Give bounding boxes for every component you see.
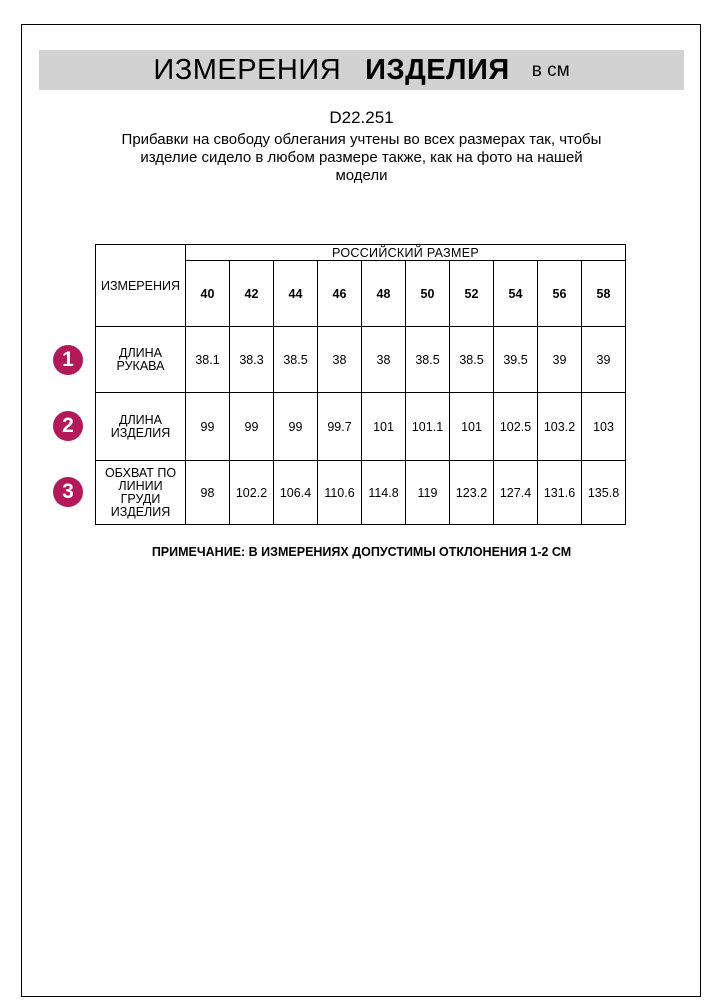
table-cell: 99 xyxy=(274,393,318,461)
table-cell: 101 xyxy=(450,393,494,461)
size-header: 46 xyxy=(318,261,362,327)
row-label-line: РУКАВА xyxy=(116,358,165,373)
row-number-badge: 3 xyxy=(53,477,83,507)
size-header: 40 xyxy=(186,261,230,327)
row-label-line: ИЗДЕЛИЯ xyxy=(110,504,171,519)
table-cell: 38.5 xyxy=(274,327,318,393)
tolerance-note: ПРИМЕЧАНИЕ: В ИЗМЕРЕНИЯХ ДОПУСТИМЫ ОТКЛОНЕНИЯ 1-2 СМ xyxy=(151,545,572,559)
table-cell: 102.2 xyxy=(230,461,274,525)
row-number-badge: 2 xyxy=(53,411,83,441)
article-code: D22.251 xyxy=(329,108,394,127)
fit-description xyxy=(100,131,623,185)
table-cell: 38.5 xyxy=(406,327,450,393)
table-cell: 102.5 xyxy=(494,393,538,461)
table-cell: 38 xyxy=(362,327,406,393)
table-cell: 98 xyxy=(186,461,230,525)
table-cell: 103.2 xyxy=(538,393,582,461)
table-cell: 99 xyxy=(186,393,230,461)
table-cell: 131.6 xyxy=(538,461,582,525)
row-label xyxy=(96,461,186,525)
table-cell: 114.8 xyxy=(362,461,406,525)
table-cell: 110.6 xyxy=(318,461,362,525)
table-row-garment-length xyxy=(96,393,626,461)
row-label-line: ИЗДЕЛИЯ xyxy=(110,425,171,440)
table-cell: 119 xyxy=(406,461,450,525)
table-row-chest-girth xyxy=(96,461,626,525)
size-header: 52 xyxy=(450,261,494,327)
title-measurements: ИЗМЕРЕНИЯ xyxy=(153,53,342,86)
size-header: 58 xyxy=(582,261,626,327)
title-product: ИЗДЕЛИЯ xyxy=(365,53,510,86)
row-label xyxy=(96,327,186,393)
measurements-header: ИЗМЕРЕНИЯ xyxy=(96,245,186,327)
row-number-badge: 1 xyxy=(53,345,83,375)
title-units: в см xyxy=(531,60,570,81)
row-label xyxy=(96,393,186,461)
table-row-sleeve-length xyxy=(96,327,626,393)
size-header: 48 xyxy=(362,261,406,327)
table-cell: 39.5 xyxy=(494,327,538,393)
table-cell: 38 xyxy=(318,327,362,393)
table-cell: 99 xyxy=(230,393,274,461)
table-cell: 39 xyxy=(538,327,582,393)
table-cell: 103 xyxy=(582,393,626,461)
size-header: 44 xyxy=(274,261,318,327)
row-label-line: ЛИНИИ xyxy=(118,478,163,493)
description-line: изделие сидело в любом размере также, как на фото на нашей xyxy=(140,149,583,166)
table-cell: 38.1 xyxy=(186,327,230,393)
russian-size-header: РОССИЙСКИЙ РАЗМЕР xyxy=(186,245,626,261)
description-line: Прибавки на свободу облегания учтены во всех размерах так, чтобы xyxy=(121,131,602,148)
table-cell: 106.4 xyxy=(274,461,318,525)
table-cell: 101.1 xyxy=(406,393,450,461)
title-banner xyxy=(39,50,684,90)
table-cell: 127.4 xyxy=(494,461,538,525)
row-label-line: ДЛИНА xyxy=(118,412,163,427)
table-cell: 101 xyxy=(362,393,406,461)
row-label-line: ГРУДИ xyxy=(120,491,161,506)
table-cell: 123.2 xyxy=(450,461,494,525)
size-header: 42 xyxy=(230,261,274,327)
size-header: 54 xyxy=(494,261,538,327)
description-line: модели xyxy=(335,167,388,184)
size-table xyxy=(95,244,626,525)
size-header: 56 xyxy=(538,261,582,327)
table-cell: 135.8 xyxy=(582,461,626,525)
size-group-header-row xyxy=(96,245,626,261)
row-label-line: ОБХВАТ ПО xyxy=(104,465,177,480)
size-header: 50 xyxy=(406,261,450,327)
table-cell: 38.3 xyxy=(230,327,274,393)
row-label-line: ДЛИНА xyxy=(118,345,163,360)
table-cell: 99.7 xyxy=(318,393,362,461)
table-cell: 38.5 xyxy=(450,327,494,393)
table-cell: 39 xyxy=(582,327,626,393)
